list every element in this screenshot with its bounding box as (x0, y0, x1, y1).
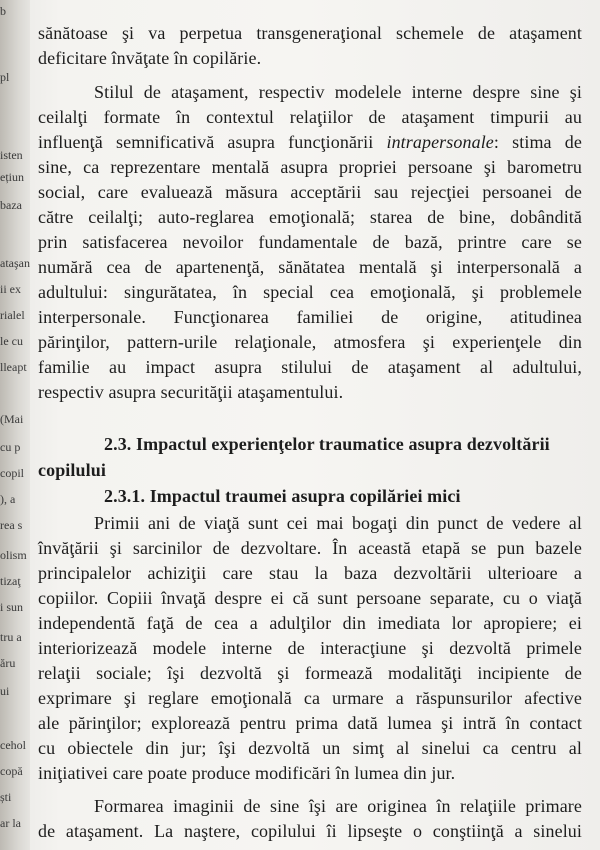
margin-fragment: i sun (0, 600, 24, 614)
section-heading: 2.3. Impactul experienţelor traumatice asupra dezvoltării (104, 434, 550, 454)
margin-fragment: pl (0, 70, 10, 84)
margin-fragment: cehol (0, 738, 26, 752)
paragraph-line: familie au impact asupra stilului de ataşament al adultului, (38, 357, 582, 377)
margin-fragment: rea s (0, 518, 23, 532)
margin-fragment: ăru (0, 656, 16, 670)
paragraph-line: copiilor. Copiii învaţă despre ei că sunt persoane separate, cu o viaţă (38, 588, 582, 608)
line-text: : stima de (493, 132, 582, 152)
paragraph-line: ale părinţilor; explorează pentru prima dată lumea şi intră în contact (38, 713, 582, 733)
paragraph-line: numără cea de apartenenţă, sănătatea mentală şi interpersonală a (38, 257, 582, 277)
margin-fragment: olism (0, 548, 27, 562)
paragraph-line: ceilalţi formate în contextul relaţiilor de ataşament timpurii au (38, 107, 582, 127)
paragraph-line: deficitare învăţate în copilărie. (38, 48, 262, 68)
paragraph-line: de ataşament. La naştere, copilului îi lipseşte o conştiinţă a sinelui (38, 821, 582, 841)
paragraph-line: sănătoase şi va perpetua transgeneraţional schemele de ataşament (38, 23, 582, 43)
paragraph-line-with-italic (38, 129, 582, 155)
paragraph-line: exprimare şi reglare emoţională ca urmare a răspunsurilor afective (38, 688, 582, 708)
paragraph-line: cu obiectele din jur; îşi dezvoltă un simţ al sinelui ca centru al (38, 738, 582, 758)
margin-fragment: tizaţ (0, 574, 21, 588)
paragraph-line: învăţării şi sarcinilor de dezvoltare. În această etapă se pun bazele (38, 538, 582, 558)
paragraph-line: respectiv asupra securităţii ataşamentului. (38, 382, 344, 402)
paragraph-line: părinţilor, pattern-urile relaţionale, atmosfera şi experienţele din (38, 332, 582, 352)
margin-fragment: baza (0, 198, 22, 212)
margin-fragment: ui (0, 684, 10, 698)
margin-fragment: ețiun (0, 170, 24, 184)
margin-fragment: ar la (0, 816, 21, 830)
paragraph-line: Formarea imaginii de sine îşi are originea în relaţiile primare (94, 796, 582, 816)
paragraph-line: către ceilalţi; auto-reglarea emoţională; starea de bine, dobândită (38, 207, 582, 227)
margin-fragment: le cu (0, 334, 23, 348)
margin-fragment: ), a (0, 492, 16, 506)
margin-fragment: rialel (0, 308, 25, 322)
paragraph-line: Primii ani de viaţă sunt cei mai bogaţi din punct de vedere al (94, 513, 582, 533)
margin-fragment: copil (0, 466, 24, 480)
margin-fragment: (Mai (0, 412, 24, 426)
margin-fragment: ataşan (0, 256, 30, 270)
margin-fragment: ii ex (0, 282, 21, 296)
paragraph-line: prin satisfacerea nevoilor fundamentale de bază, printre care se (38, 232, 582, 252)
paragraph-line: iniţiativei care poate produce modificări în lumea din jur. (38, 763, 456, 783)
section-heading: copilului (38, 460, 106, 480)
margin-fragment: ști (0, 790, 12, 804)
italic-term: intrapersonale (386, 132, 494, 152)
line-text: influenţă semnificativă asupra funcţionării (38, 132, 387, 152)
paragraph-line: adultului: singurătatea, în special cea emoţională, şi problemele (38, 282, 582, 302)
subsection-heading: 2.3.1. Impactul traumei asupra copilăriei mici (104, 486, 461, 506)
margin-fragment: tru a (0, 630, 22, 644)
paragraph-line: independentă faţă de cea a adulţilor din imediata lor apropiere; ei (38, 613, 582, 633)
margin-fragment: b (0, 4, 6, 18)
paragraph-line: interiorizează modele interne de interacţiune şi dezvoltă primele (38, 638, 582, 658)
paragraph-line: social, care evaluează măsura acceptării sau rejecţiei persoanei de (38, 182, 582, 202)
paragraph-line: sine, ca reprezentare mentală asupra propriei persoane şi barometru (38, 157, 582, 177)
paragraph-line: relaţii sociale; îşi dezvoltă şi formează modalităţi incipiente de (38, 663, 582, 683)
margin-fragment: cu p (0, 440, 21, 454)
paragraph-line: Stilul de ataşament, respectiv modelele interne despre sine şi (94, 82, 582, 102)
margin-fragment: copă (0, 764, 23, 778)
paragraph-line: interpersonale. Funcţionarea familiei de origine, atitudinea (38, 307, 582, 327)
paragraph-line: principalelor achiziţii care stau la baza dezvoltării ulterioare a (38, 563, 582, 583)
margin-fragment: isten (0, 148, 23, 162)
margin-fragment: lleapt (0, 360, 27, 374)
previous-page-margin (0, 0, 30, 850)
